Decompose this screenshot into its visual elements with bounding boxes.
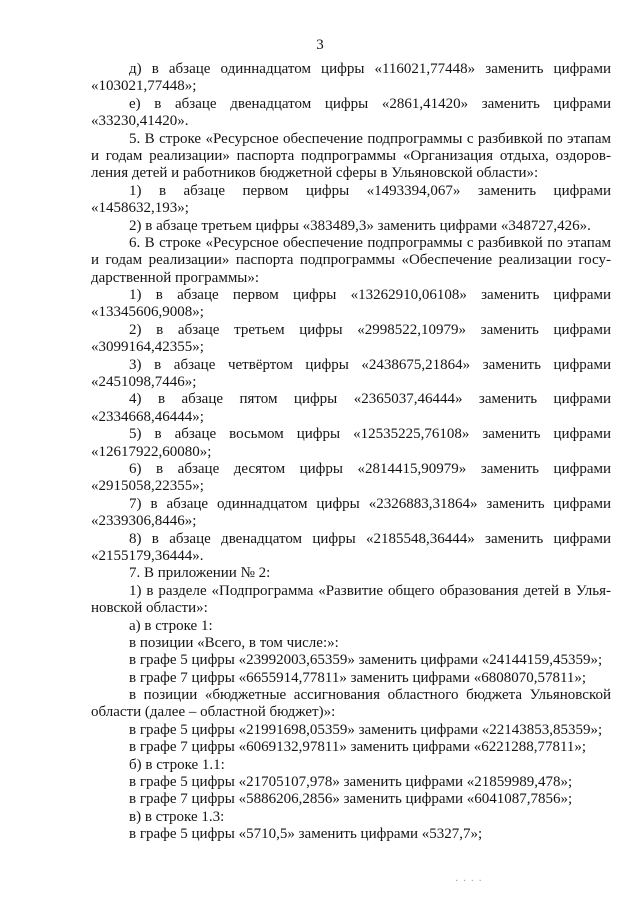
page-number: 3: [316, 37, 324, 53]
text-line: дарственной программы»:: [91, 269, 260, 286]
text-line: «13345606,9008»;: [91, 304, 204, 321]
text-line: б) в строке 1.1:: [129, 756, 225, 773]
text-line: 2) в абзаце третьем цифры «2998522,10979» заменить цифрами: [129, 321, 611, 338]
text-line: 6. В строке «Ресурсное обеспечение подпрограммы с разбивкой по этапам: [129, 234, 611, 251]
text-line: а) в строке 1:: [129, 617, 213, 634]
scan-artifact: · · · ·: [455, 876, 483, 887]
text-line: «103021,77448»;: [91, 78, 197, 95]
text-line: в) в строке 1.3:: [129, 808, 225, 825]
text-line: «2155179,36444».: [91, 547, 204, 564]
text-line: 7) в абзаце одиннадцатом цифры «2326883,31864» заменить цифрами: [129, 495, 611, 512]
text-line: 2) в абзаце третьем цифры «383489,3» заменить цифрами «348727,426».: [129, 217, 591, 234]
document-body: [91, 61, 611, 844]
text-line: 5) в абзаце восьмом цифры «12535225,76108» заменить цифрами: [129, 426, 611, 443]
text-line: 5. В строке «Ресурсное обеспечение подпрограммы с разбивкой по этапам: [129, 130, 611, 147]
text-line: 7. В приложении № 2:: [129, 565, 271, 582]
text-line: и годам реализации» паспорта подпрограммы «Обеспечение реализации госу-: [91, 252, 611, 269]
text-line: 1) в абзаце первом цифры «1493394,067» заменить цифрами: [129, 182, 611, 199]
text-line: е) в абзаце двенадцатом цифры «2861,41420» заменить цифрами: [129, 95, 611, 112]
text-line: «12617922,60080»;: [91, 443, 212, 460]
text-line: 1) в разделе «Подпрограмма «Развитие общего образования детей в Улья-: [129, 582, 611, 599]
text-line: д) в абзаце одиннадцатом цифры «116021,77448» заменить цифрами: [129, 61, 611, 77]
text-line: 4) в абзаце пятом цифры «2365037,46444» заменить цифрами: [129, 391, 611, 408]
text-line: в графе 5 цифры «5710,5» заменить цифрами «5327,7»;: [129, 826, 483, 843]
text-line: «2915058,22355»;: [91, 478, 204, 495]
text-line: в графе 7 цифры «6069132,97811» заменить цифрами «6221288,77811»;: [129, 739, 587, 756]
text-line: новской области»:: [91, 600, 208, 617]
text-line: «33230,41420».: [91, 113, 189, 130]
text-line: «3099164,42355»;: [91, 339, 204, 356]
text-line: в позиции «Всего, в том числе:»:: [129, 634, 339, 651]
text-line: 8) в абзаце двенадцатом цифры «2185548,36444» заменить цифрами: [129, 530, 611, 547]
text-line: ления детей и работников бюджетной сферы в Ульяновской области»:: [91, 165, 539, 182]
text-line: 1) в абзаце первом цифры «13262910,06108» заменить цифрами: [129, 287, 611, 304]
text-line: 3) в абзаце четвёртом цифры «2438675,21864» заменить цифрами: [129, 356, 611, 373]
text-line: «2334668,46444»;: [91, 408, 204, 425]
text-line: в графе 5 цифры «21991698,05359» заменить цифрами «22143853,85359»;: [129, 721, 603, 738]
text-line: 6) в абзаце десятом цифры «2814415,90979» заменить цифрами: [129, 460, 611, 477]
text-line: в графе 7 цифры «5886206,2856» заменить цифрами «6041087,7856»;: [129, 791, 573, 808]
text-line: «1458632,193»;: [91, 200, 189, 217]
text-line: «2451098,7446»;: [91, 374, 197, 391]
text-line: «2339306,8446»;: [91, 513, 197, 530]
text-line: в графе 5 цифры «23992003,65359» заменить цифрами «24144159,45359»;: [129, 652, 603, 669]
text-line: в графе 7 цифры «6655914,77811» заменить цифрами «6808070,57811»;: [129, 669, 587, 686]
text-line: и годам реализации» паспорта подпрограммы «Организация отдыха, оздоров-: [91, 147, 611, 164]
text-line: в графе 5 цифры «21705107,978» заменить цифрами «21859989,478»;: [129, 774, 573, 791]
text-line: области (далее – областной бюджет)»:: [91, 704, 336, 721]
text-line: в позиции «бюджетные ассигнования областного бюджета Ульяновской: [129, 687, 611, 704]
